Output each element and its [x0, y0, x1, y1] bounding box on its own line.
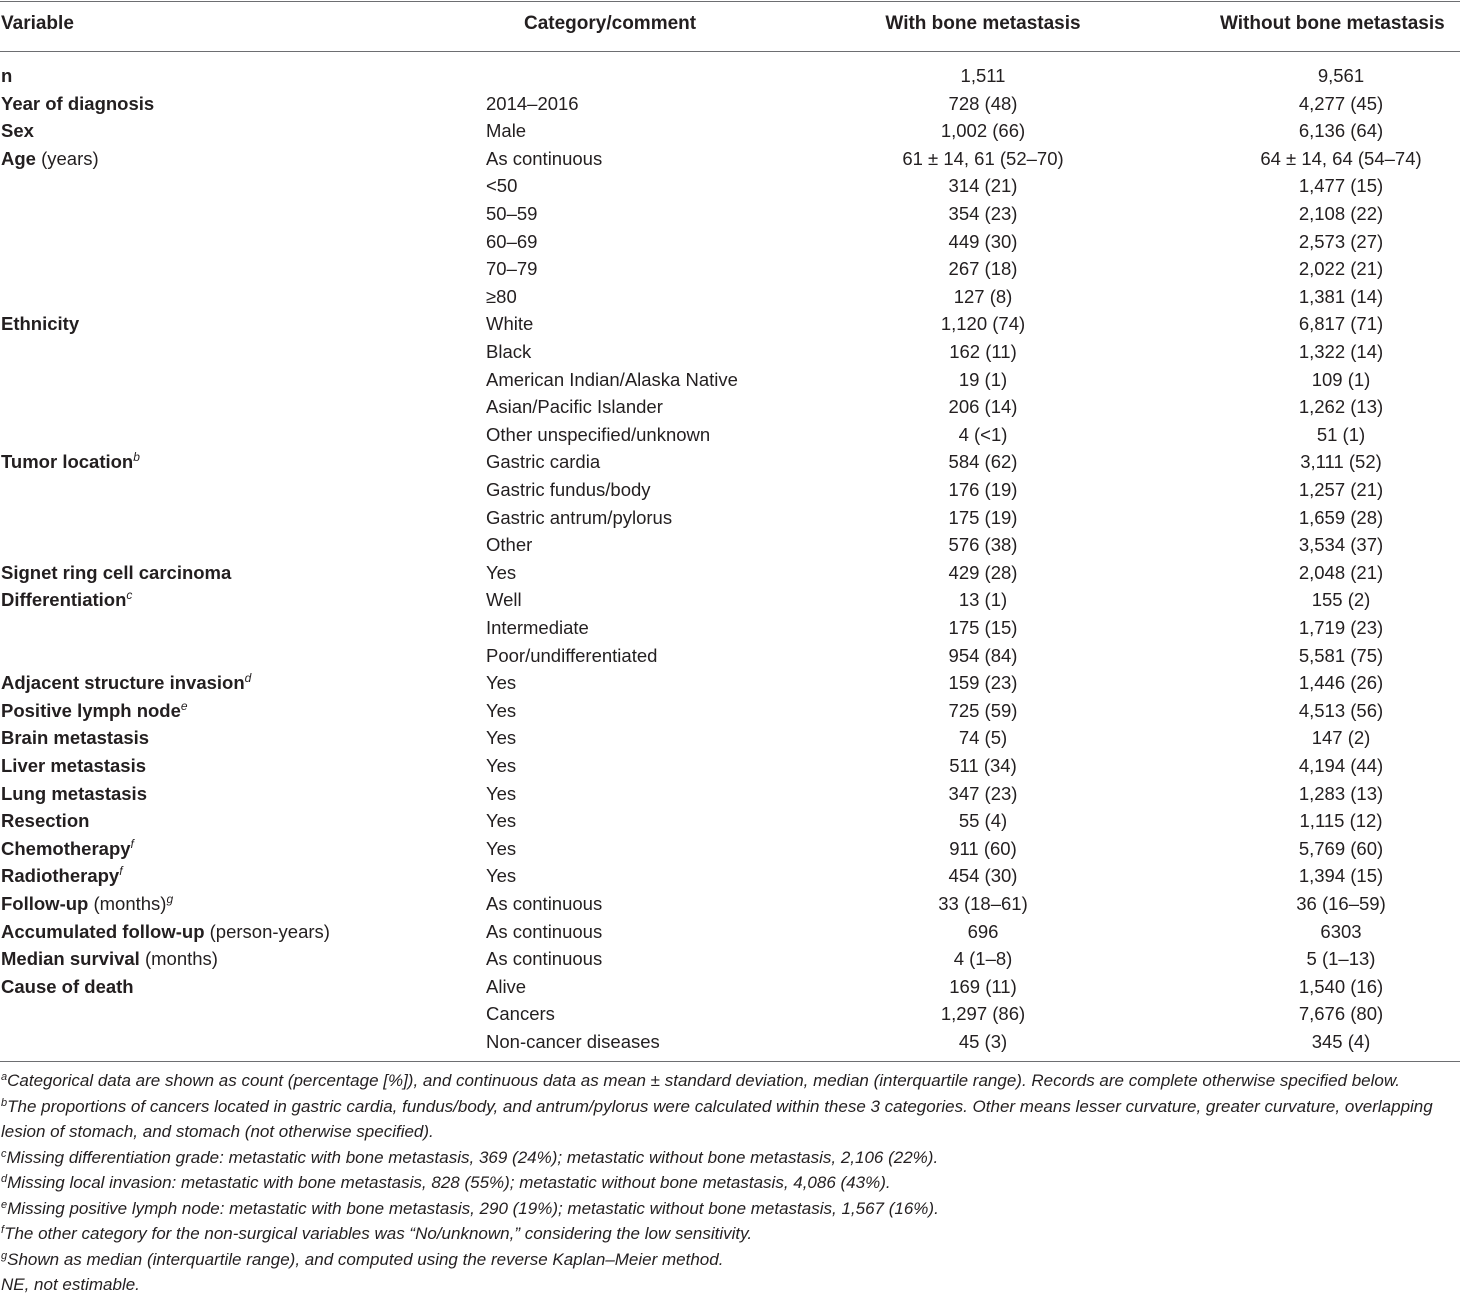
variable-name: Chemotherapy: [1, 837, 131, 859]
cell-category: Yes: [486, 810, 517, 832]
cell-category: Alive: [486, 975, 527, 997]
cell-category: 60–69: [486, 230, 538, 252]
cell-variable: [1, 862, 123, 890]
cell-variable: [1, 890, 173, 918]
cell-with-bone-metastasis: 45 (3): [958, 1031, 1008, 1052]
header-without-bone-metastasis: Without bone metastasis: [1220, 13, 1445, 34]
table-row: [0, 807, 1460, 835]
cell-with-bone-metastasis: 127 (8): [953, 285, 1013, 307]
cell-variable: [1, 945, 218, 973]
table-row: [0, 586, 1460, 614]
variable-name: Cause of death: [1, 975, 134, 997]
footnote-text: The other category for the non-surgical variables was “No/unknown,” considering the low sensitivity.: [4, 1224, 753, 1243]
variable-name: Accumulated follow-up: [1, 920, 205, 942]
cell-without-bone-metastasis: 2,048 (21): [1298, 561, 1384, 583]
cell-without-bone-metastasis: 147 (2): [1311, 727, 1371, 749]
table-row: [0, 310, 1460, 338]
variable-name: Resection: [1, 810, 90, 832]
table-row: [0, 918, 1460, 946]
cell-category: Gastric cardia: [486, 451, 601, 473]
variable-name: Follow-up: [1, 893, 89, 914]
cell-with-bone-metastasis: 13 (1): [958, 589, 1008, 611]
cell-category: Yes: [486, 755, 517, 776]
cell-variable: [1, 62, 12, 90]
cell-variable: [1, 973, 134, 1001]
cell-without-bone-metastasis: 6,136 (64): [1298, 120, 1384, 142]
table-row: [0, 200, 1460, 228]
footnote-mark: b: [1, 1096, 8, 1109]
cell-category: Other: [486, 534, 533, 556]
table-row: [0, 531, 1460, 559]
cell-category: Non-cancer diseases: [486, 1031, 660, 1052]
footnote-mark: e: [1, 1198, 8, 1211]
cell-with-bone-metastasis: 314 (21): [948, 175, 1018, 197]
cell-with-bone-metastasis: 33 (18–61): [938, 893, 1028, 914]
cell-with-bone-metastasis: 169 (11): [949, 975, 1017, 997]
cell-category: As continuous: [486, 948, 603, 970]
cell-category: ≥80: [486, 285, 517, 307]
table-row: [0, 476, 1460, 504]
table-row: [0, 835, 1460, 863]
footnote: [1, 1247, 1457, 1273]
cell-category: Gastric fundus/body: [486, 479, 651, 500]
cell-with-bone-metastasis: 511 (34): [949, 755, 1017, 776]
cell-category: Yes: [486, 699, 517, 721]
footnote-marker: c: [126, 588, 133, 603]
table-row: [0, 973, 1460, 1001]
cell-variable: [1, 918, 330, 946]
cell-with-bone-metastasis: 55 (4): [958, 810, 1008, 832]
cell-without-bone-metastasis: 9,561: [1317, 65, 1365, 86]
variable-name: Liver metastasis: [1, 755, 147, 776]
cell-without-bone-metastasis: 3,111 (52): [1300, 451, 1382, 473]
variable-unit: (years): [35, 147, 99, 169]
cell-with-bone-metastasis: 696: [967, 920, 999, 942]
table-header-row: [0, 13, 1460, 41]
table-bottom-rule: [0, 1061, 1460, 1062]
table-row: [0, 172, 1460, 200]
cell-without-bone-metastasis: 1,659 (28): [1298, 506, 1384, 528]
table-row: [0, 862, 1460, 890]
cell-with-bone-metastasis: 162 (11): [949, 341, 1017, 362]
cell-category: Yes: [486, 727, 517, 749]
cell-category: 2014–2016: [486, 92, 579, 114]
table-row: [0, 117, 1460, 145]
table-row: [0, 780, 1460, 808]
cell-category: Yes: [486, 561, 517, 583]
footnote-marker: g: [166, 892, 174, 906]
cell-with-bone-metastasis: 176 (19): [948, 479, 1018, 500]
footnote-marker: f: [119, 864, 123, 879]
cell-with-bone-metastasis: 4 (<1): [958, 423, 1008, 445]
footnote: [1, 1170, 1457, 1196]
cell-with-bone-metastasis: 175 (15): [948, 617, 1018, 638]
header-variable: Variable: [1, 13, 74, 34]
cell-variable: [1, 697, 188, 725]
cell-with-bone-metastasis: 267 (18): [948, 258, 1018, 280]
cell-with-bone-metastasis: 911 (60): [949, 837, 1017, 859]
cell-without-bone-metastasis: 1,262 (13): [1298, 396, 1384, 418]
variable-unit: (person-years): [204, 920, 330, 942]
cell-with-bone-metastasis: 584 (62): [948, 451, 1018, 473]
cell-category: Intermediate: [486, 617, 589, 638]
table-row: [0, 145, 1460, 173]
table-row: [0, 283, 1460, 311]
cell-variable: [1, 780, 147, 808]
cell-variable: [1, 752, 146, 780]
footnote: [1, 1145, 1457, 1171]
cell-without-bone-metastasis: 6303: [1320, 920, 1362, 942]
cell-with-bone-metastasis: 454 (30): [948, 865, 1018, 887]
cell-category: Yes: [486, 865, 517, 887]
cell-variable: [1, 145, 99, 173]
variable-unit: (months): [139, 948, 218, 970]
cell-with-bone-metastasis: 1,002 (66): [940, 120, 1026, 142]
variable-name: Tumor location: [1, 451, 134, 473]
table-row: [0, 1028, 1460, 1056]
cell-without-bone-metastasis: 1,540 (16): [1298, 975, 1384, 997]
cell-without-bone-metastasis: 1,322 (14): [1298, 341, 1384, 362]
table-row: [0, 890, 1460, 918]
footnote-text: Missing local invasion: metastatic with bone metastasis, 828 (55%); metastatic without bone metastasis, 4,086 (43%).: [7, 1173, 891, 1192]
variable-unit: (months): [88, 893, 167, 914]
footnote: [1, 1068, 1457, 1094]
cell-without-bone-metastasis: 345 (4): [1311, 1031, 1371, 1052]
cell-without-bone-metastasis: 1,446 (26): [1298, 672, 1384, 694]
header-category: Category/comment: [524, 13, 697, 34]
table-row: [0, 1000, 1460, 1028]
cell-without-bone-metastasis: 6,817 (71): [1298, 313, 1384, 335]
footnote-mark: g: [1, 1249, 8, 1262]
table-row: [0, 393, 1460, 421]
cell-with-bone-metastasis: 1,120 (74): [940, 313, 1026, 335]
cell-without-bone-metastasis: 1,257 (21): [1298, 479, 1384, 500]
table-row: [0, 697, 1460, 725]
cell-with-bone-metastasis: 1,297 (86): [940, 1003, 1026, 1025]
variable-name: Median survival: [1, 948, 140, 970]
cell-category: Gastric antrum/pylorus: [486, 506, 673, 528]
cell-with-bone-metastasis: 728 (48): [948, 92, 1018, 114]
footnote-marker: f: [130, 836, 134, 851]
cell-category: Poor/undifferentiated: [486, 644, 658, 666]
cell-with-bone-metastasis: 354 (23): [948, 203, 1018, 224]
cell-with-bone-metastasis: 175 (19): [948, 506, 1018, 528]
cell-variable: [1, 586, 132, 614]
cell-category: <50: [486, 175, 518, 197]
cell-with-bone-metastasis: 74 (5): [958, 727, 1008, 749]
variable-name: Positive lymph node: [1, 699, 181, 721]
table-row: [0, 366, 1460, 394]
table-row: [0, 945, 1460, 973]
footnote: [1, 1196, 1457, 1222]
cell-without-bone-metastasis: 2,573 (27): [1298, 230, 1384, 252]
cell-category: American Indian/Alaska Native: [486, 368, 738, 390]
cell-category: Yes: [486, 837, 517, 859]
footnote: [1, 1221, 1457, 1247]
cell-variable: [1, 117, 34, 145]
variable-name: Year of diagnosis: [1, 92, 155, 114]
cell-with-bone-metastasis: 954 (84): [948, 644, 1018, 666]
cell-category: White: [486, 313, 534, 335]
cell-category: Well: [486, 589, 522, 611]
table-row: [0, 504, 1460, 532]
footnote-text: Shown as median (interquartile range), and computed using the reverse Kaplan–Meier method.: [7, 1249, 724, 1269]
variable-name: Adjacent structure invasion: [1, 672, 245, 694]
footnote-text: Categorical data are shown as count (percentage [%]), and continuous data as mean ± standard deviation, median (interquartile range). Records are complete otherwise specified below.: [7, 1071, 1400, 1090]
cell-variable: [1, 448, 140, 476]
table-row: [0, 421, 1460, 449]
cell-without-bone-metastasis: 1,394 (15): [1298, 865, 1384, 887]
cell-without-bone-metastasis: 1,477 (15): [1298, 175, 1384, 197]
cell-variable: [1, 835, 134, 863]
cell-category: As continuous: [486, 147, 603, 169]
footnote-text: Missing positive lymph node: metastatic with bone metastasis, 290 (19%); metastatic without bone metastasis, 1,567 (16%).: [7, 1198, 939, 1218]
variable-name: Radiotherapy: [1, 865, 120, 887]
variable-name: Lung metastasis: [1, 782, 147, 804]
cell-category: 50–59: [486, 203, 538, 224]
variable-name: Ethnicity: [1, 313, 80, 335]
cell-category: Cancers: [486, 1003, 555, 1025]
table-row: [0, 338, 1460, 366]
cell-variable: [1, 310, 79, 338]
cell-with-bone-metastasis: 61 ± 14, 61 (52–70): [902, 147, 1064, 169]
variable-name: n: [1, 65, 13, 86]
footnote-mark: c: [1, 1147, 7, 1160]
cell-without-bone-metastasis: 3,534 (37): [1298, 534, 1384, 556]
cell-variable: [1, 807, 89, 835]
footnotes: [1, 1068, 1457, 1298]
cell-without-bone-metastasis: 109 (1): [1311, 368, 1371, 390]
cell-with-bone-metastasis: 19 (1): [958, 368, 1008, 390]
table-row: [0, 62, 1460, 90]
header-with-bone-metastasis: With bone metastasis: [885, 13, 1081, 34]
cell-without-bone-metastasis: 51 (1): [1316, 423, 1366, 445]
cell-without-bone-metastasis: 4,277 (45): [1298, 92, 1384, 114]
cell-with-bone-metastasis: 725 (59): [948, 699, 1018, 721]
variable-name: Brain metastasis: [1, 727, 150, 749]
table-row: [0, 559, 1460, 587]
cell-with-bone-metastasis: 347 (23): [948, 782, 1018, 804]
cell-without-bone-metastasis: 36 (16–59): [1296, 893, 1386, 914]
table-row: [0, 642, 1460, 670]
footnote-text: Missing differentiation grade: metastatic with bone metastasis, 369 (24%); metastatic without bone metastasis, 2,106 (22%).: [6, 1147, 939, 1167]
cell-without-bone-metastasis: 2,022 (21): [1298, 258, 1384, 280]
footnote-text: The proportions of cancers located in gastric cardia, fundus/body, and antrum/pylorus were calculated within these 3 categories. Other means lesser curvature, greater curvature, overlapping lesion of stomach, and stomach (not otherwise specified).: [1, 1096, 1433, 1141]
footnote-mark: d: [1, 1173, 8, 1185]
cell-without-bone-metastasis: 155 (2): [1311, 589, 1371, 611]
cell-with-bone-metastasis: 576 (38): [948, 534, 1018, 556]
table-header-rule: [0, 51, 1460, 52]
cell-variable: [1, 669, 251, 697]
table-top-rule: [0, 1, 1460, 2]
cell-without-bone-metastasis: 5,581 (75): [1298, 644, 1384, 666]
cell-category: As continuous: [486, 920, 603, 942]
footnote-marker: e: [180, 698, 188, 713]
cell-category: Other unspecified/unknown: [486, 423, 711, 445]
cell-with-bone-metastasis: 449 (30): [948, 230, 1018, 252]
table-row: [0, 752, 1460, 780]
variable-name: Signet ring cell carcinoma: [1, 561, 232, 583]
cell-without-bone-metastasis: 5,769 (60): [1298, 837, 1384, 859]
cell-category: 70–79: [486, 258, 538, 280]
variable-name: Sex: [1, 120, 34, 142]
cell-variable: [1, 724, 149, 752]
cell-variable: [1, 559, 231, 587]
footnote-mark: f: [1, 1224, 5, 1236]
table-row: [0, 724, 1460, 752]
table-row: [0, 228, 1460, 256]
cell-category: Yes: [486, 672, 517, 694]
cell-category: Black: [486, 341, 532, 362]
cell-without-bone-metastasis: 1,719 (23): [1298, 617, 1384, 638]
cell-variable: [1, 90, 154, 118]
cell-without-bone-metastasis: 4,513 (56): [1298, 699, 1384, 721]
cell-category: Asian/Pacific Islander: [486, 396, 663, 418]
footnote-text: NE, not estimable.: [1, 1275, 140, 1294]
cell-category: Male: [486, 120, 527, 142]
variable-name: Age: [1, 147, 36, 169]
footnote: [1, 1094, 1457, 1145]
table-row: [0, 255, 1460, 283]
table-row: [0, 669, 1460, 697]
cell-category: Yes: [486, 782, 517, 804]
table-row: [0, 614, 1460, 642]
cell-without-bone-metastasis: 5 (1–13): [1306, 948, 1376, 970]
table-row: [0, 448, 1460, 476]
cell-with-bone-metastasis: 159 (23): [948, 672, 1018, 694]
cell-without-bone-metastasis: 2,108 (22): [1298, 203, 1384, 224]
footnote-marker: b: [133, 450, 140, 465]
footnote-mark: a: [1, 1071, 8, 1083]
cell-without-bone-metastasis: 1,283 (13): [1298, 782, 1384, 804]
cell-category: As continuous: [486, 893, 603, 914]
footnote-marker: d: [244, 671, 252, 686]
table-row: [0, 90, 1460, 118]
cell-without-bone-metastasis: 1,381 (14): [1298, 285, 1384, 307]
cell-with-bone-metastasis: 429 (28): [948, 561, 1018, 583]
cell-with-bone-metastasis: 206 (14): [948, 396, 1018, 418]
cell-without-bone-metastasis: 4,194 (44): [1298, 755, 1384, 776]
cell-without-bone-metastasis: 64 ± 14, 64 (54–74): [1260, 147, 1422, 169]
cell-with-bone-metastasis: 4 (1–8): [953, 948, 1013, 970]
cell-with-bone-metastasis: 1,511: [960, 65, 1006, 86]
cell-without-bone-metastasis: 7,676 (80): [1298, 1003, 1384, 1025]
footnote: [1, 1272, 1457, 1298]
variable-name: Differentiation: [1, 589, 127, 611]
cell-without-bone-metastasis: 1,115 (12): [1299, 810, 1383, 832]
